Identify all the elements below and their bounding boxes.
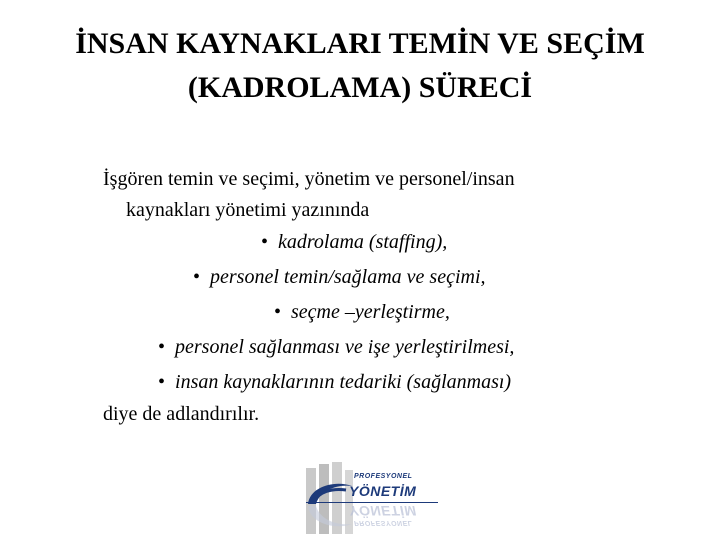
bullet-item — [274, 299, 450, 325]
logo-main-text: YÖNETİM — [349, 483, 417, 499]
intro-line-1: İşgören temin ve seçimi, yönetim ve personel/insan — [103, 168, 515, 190]
bullet-text: personel temin/sağlama ve seçimi, — [210, 266, 486, 288]
bullet-item — [261, 229, 447, 255]
bullet-item — [158, 334, 514, 360]
logo-reflection-top: PROFESYONEL — [354, 519, 413, 526]
title-line-1: İNSAN KAYNAKLARI TEMİN VE SEÇİM — [75, 27, 645, 60]
bullet-text: kadrolama (staffing), — [278, 231, 448, 253]
bullet-dot: • — [261, 231, 269, 253]
outro-line: diye de adlandırılır. — [103, 403, 260, 425]
bullet-text: personel sağlanması ve işe yerleştirilmesi, — [175, 336, 515, 358]
bullet-dot: • — [193, 266, 201, 288]
logo-top-text: PROFESYONEL — [354, 473, 413, 480]
bullet-item — [158, 369, 511, 395]
title-line-2: (KADROLAMA) SÜRECİ — [187, 71, 533, 104]
bullet-dot: • — [158, 371, 166, 393]
bullet-text: insan kaynaklarının tedariki (sağlanması) — [175, 371, 512, 393]
bullet-dot: • — [158, 336, 166, 358]
company-logo — [302, 462, 442, 538]
bullet-dot: • — [274, 301, 282, 323]
bullet-item — [193, 264, 486, 290]
logo-reflection-main: YÖNETİM — [349, 503, 417, 519]
bullet-text: seçme –yerleştirme, — [291, 301, 450, 323]
intro-line-2: kaynakları yönetimi yazınında — [126, 199, 370, 221]
slide-title — [0, 22, 720, 110]
